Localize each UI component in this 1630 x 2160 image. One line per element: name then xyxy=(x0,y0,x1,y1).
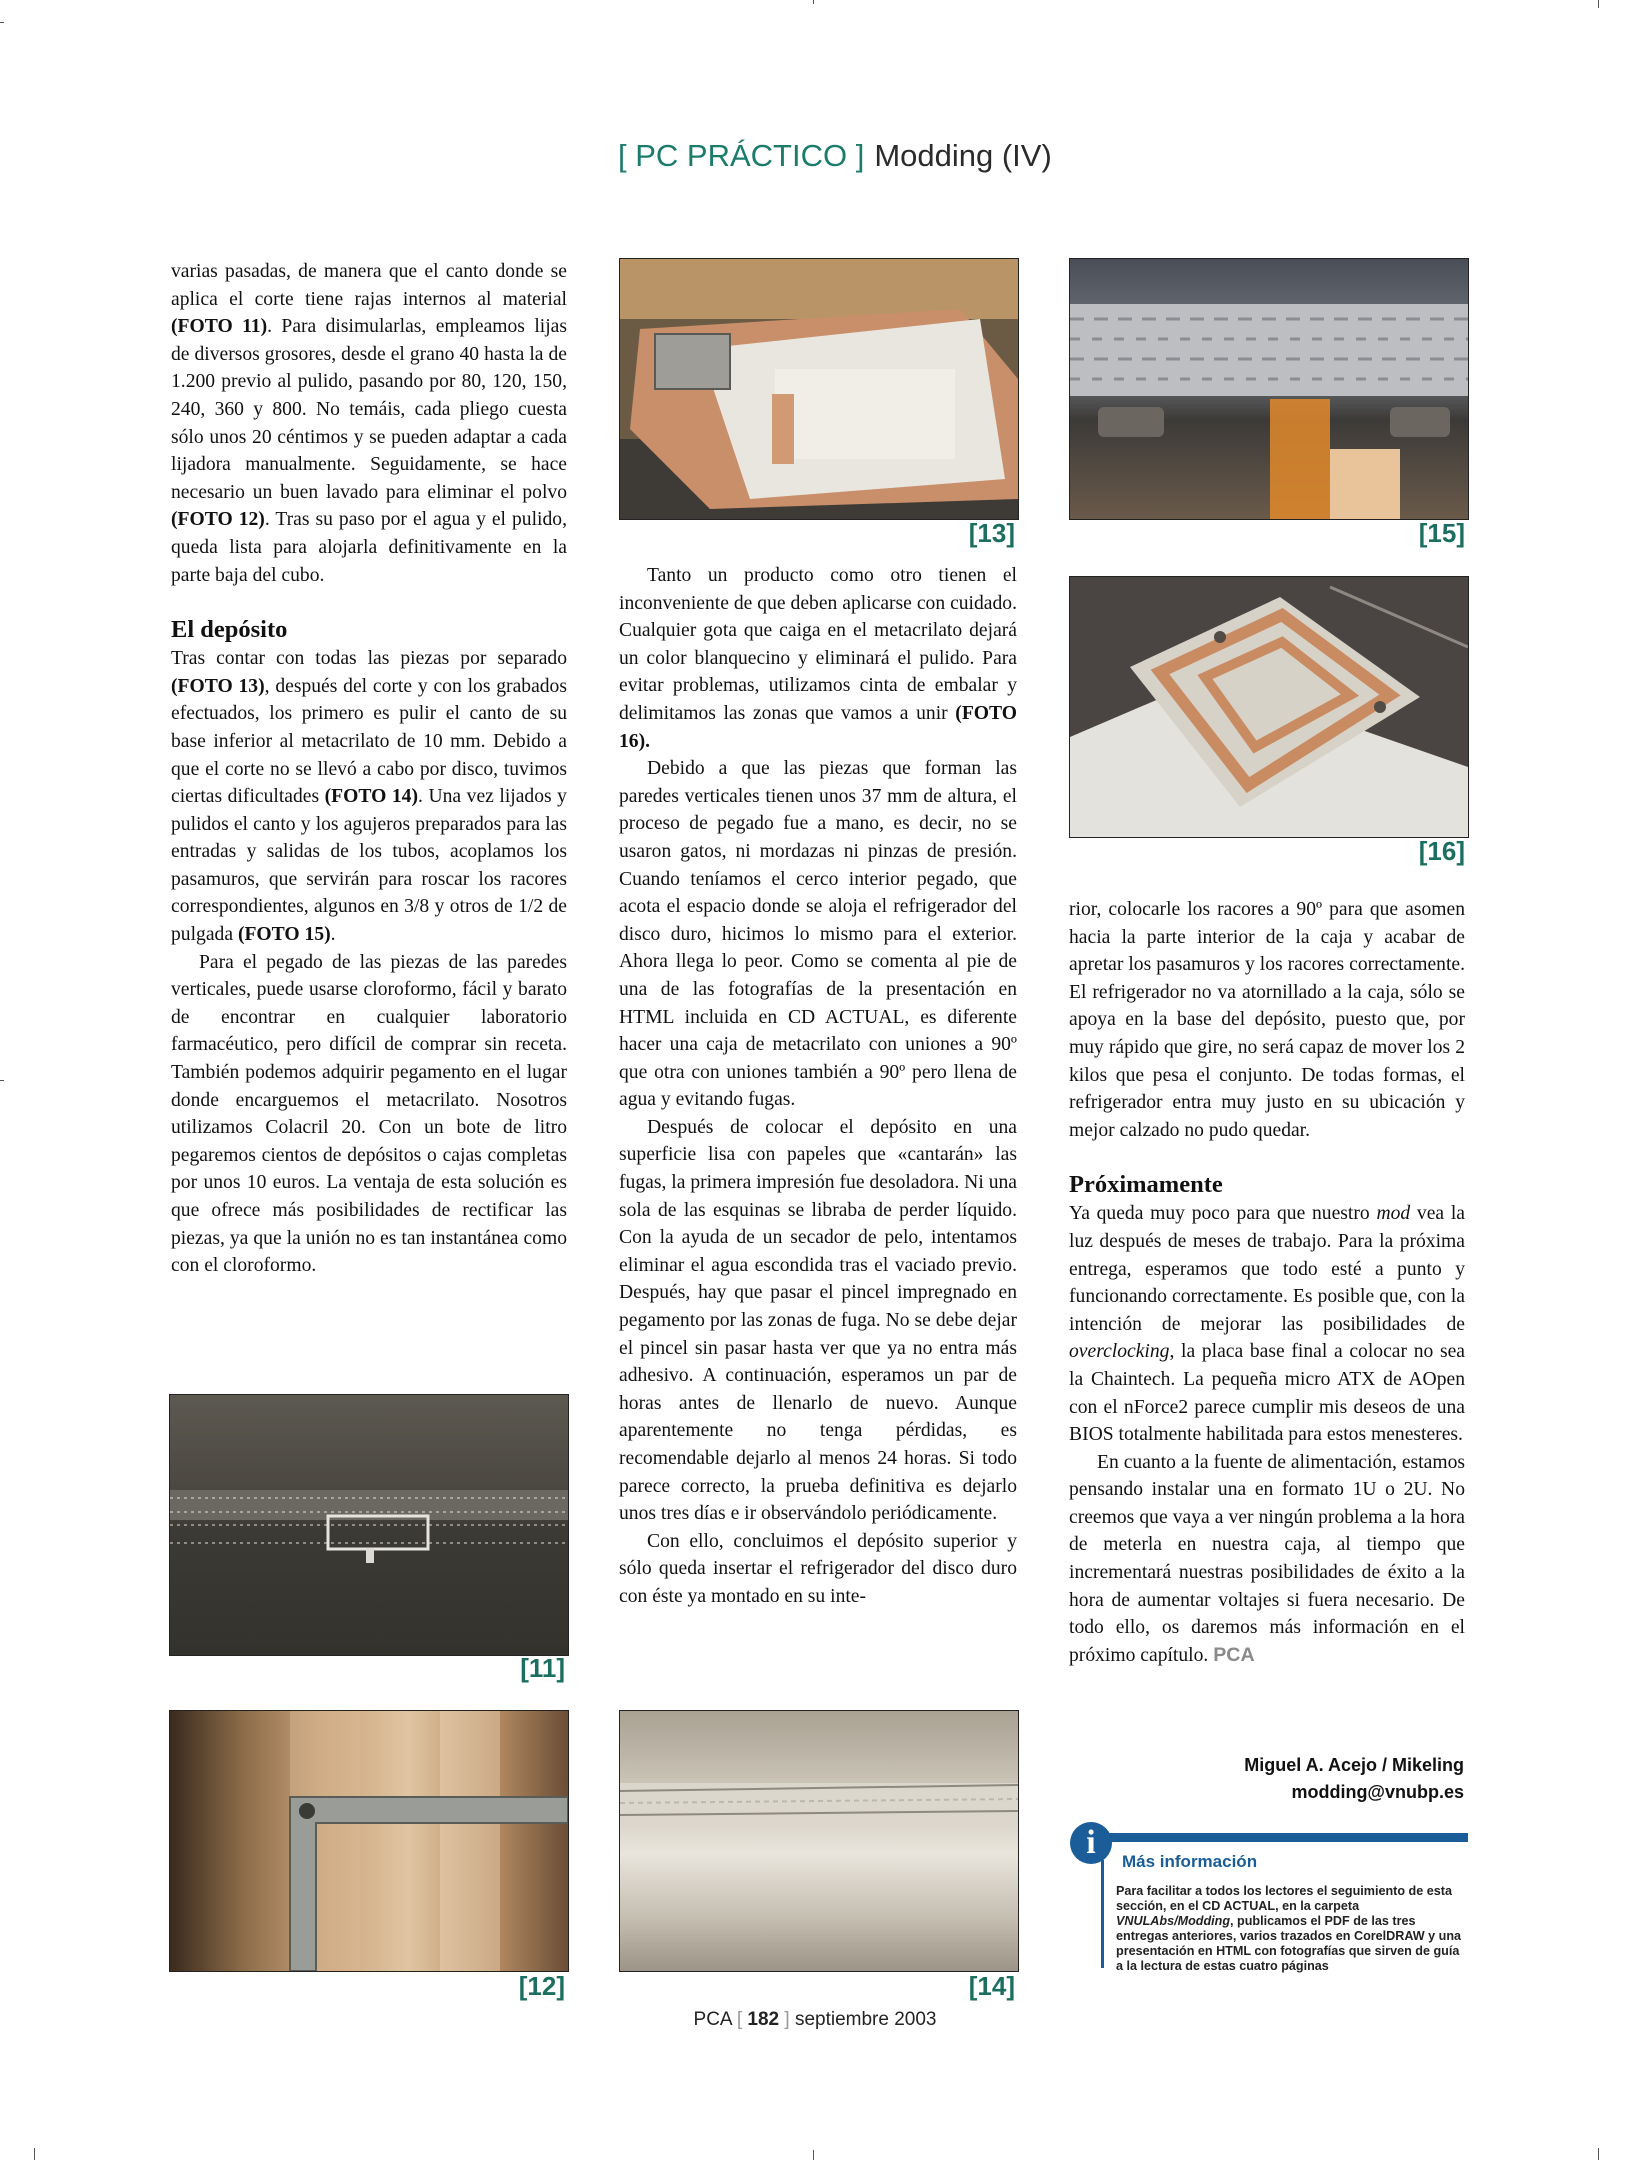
paragraph: Para el pegado de las piezas de las paredes verticales, puede usarse cloroformo, fácil y barato de encontrar en cualquier laboratorio farmacéutico, pero difícil de comprar sin receta. También podemos adquirir pegamento en el lugar donde encarguemos el metacrilato. Nosotros utilizamos Colacril 20. Con un bote de litro pegaremos cientos de depósitos o cajas completas por unos 10 euros. La ventaja de esta solución es que ofrece más posibilidades de rectificar las piezas, ya que la unión no es tan instantánea como con el cloroformo. xyxy=(171,951,567,1277)
photo-15-image xyxy=(1070,259,1468,519)
author-name: Miguel A. Acejo / Mikeling xyxy=(1244,1755,1464,1775)
paragraph: Ya queda muy poco para que nuestro mod vea la luz después de meses de trabajo. Para la próxima entrega, esperamos que todo esté a punto y funcionando correctamente. Es posible que, con la intención de mejorar las posibilidades de overclocking, la placa base final a colocar no sea la Chaintech. La pequeña micro ATX de AOpen con el nForce2 parece cumplir mis deseos de una BIOS totalmente habilitada para estos menesteres. xyxy=(1069,1203,1465,1446)
photo-reference: (FOTO 13) xyxy=(171,675,265,697)
issue-date: septiembre 2003 xyxy=(794,2009,937,2030)
photo-12-caption: [12] xyxy=(518,1971,565,2001)
more-info-box xyxy=(1070,1822,1468,1972)
bracket: ] xyxy=(784,2009,790,2030)
crop-mark xyxy=(0,22,4,23)
info-rule xyxy=(1101,1860,1104,1968)
column-2-text xyxy=(619,562,1017,1611)
photo-14 xyxy=(619,1710,1019,1972)
bracket: [ xyxy=(736,2009,743,2030)
photo-reference: (FOTO 11) xyxy=(171,316,268,338)
section-label: [ PC PRÁCTICO ] xyxy=(618,138,865,173)
running-header xyxy=(618,138,1318,174)
paragraph: varias pasadas, de manera que el canto donde se aplica el corte tiene rajas internos al material (FOTO 11). Para disimularlas, empleamos lijas de diversos grosores, desde el grano 40 hasta la de 1.200 previo al pulido, pasando por 80, 120, 150, 240, 360 y 800. No temáis, cada pliego cuesta sólo unos 20 céntimos y se pueden adaptar a cada lijadora manualmente. Seguidamente, se hace necesario un buen lavado para eliminar el polvo (FOTO 12). Tras su paso por el agua y el pulido, queda lista para alojarla definitivamente en la parte baja del cubo. xyxy=(171,261,567,586)
section-heading: El depósito xyxy=(171,616,288,644)
emphasis: mod xyxy=(1376,1203,1411,1225)
photo-16-caption: [16] xyxy=(1418,836,1465,866)
photo-11 xyxy=(169,1394,569,1656)
paragraph: rior, colocarle los racores a 90º para que asomen hacia la parte interior de la caja y acabar de apretar los pasamuros y los racores correctamente. El refrigerador no va atornillado a la caja, sólo se apoya en la base del depósito, puesto que, por muy rápido que gire, no será capaz de mover los 2 kilos que pesa el conjunto. De todas formas, el refrigerador entra muy justo en su ubicación y mejor calzado no pudo quedar. xyxy=(1069,899,1465,1141)
photo-15-caption: [15] xyxy=(1418,518,1465,548)
column-1-text xyxy=(171,258,567,1280)
folder-path: VNULAbs/Modding xyxy=(1116,1914,1231,1928)
emphasis: overclocking xyxy=(1069,1341,1170,1363)
column-3-text xyxy=(1069,896,1465,1669)
page-footer xyxy=(0,2009,1630,2031)
info-icon: i xyxy=(1070,1822,1112,1864)
paragraph: Tras contar con todas las piezas por separado (FOTO 13), después del corte y con los grabados efectuados, los primero es pulir el canto de su base inferior al metacrilato de 10 mm. Debido a que el corte no se llevó a cabo por disco, tuvimos ciertas dificultades (FOTO 14). Una vez lijados y pulidos el canto y los agujeros preparados para las entradas y salidas de los tubos, acoplamos los pasamuros, que servirán para roscar los racores correspondientes, algunos en 3/8 y otros de 1/2 de pulgada (FOTO 15). xyxy=(171,648,567,946)
photo-14-image xyxy=(620,1711,1018,1971)
paragraph: Con ello, concluimos el depósito superior y sólo queda insertar el refrigerador del disco duro con éste ya montado en su inte- xyxy=(619,1530,1017,1607)
photo-reference: (FOTO 15) xyxy=(237,924,331,946)
crop-mark xyxy=(0,1080,4,1081)
article-topic: Modding (IV) xyxy=(874,138,1052,173)
photo-12 xyxy=(169,1710,569,1972)
crop-mark xyxy=(34,2148,35,2160)
photo-14-caption: [14] xyxy=(968,1971,1015,2001)
info-title: Más información xyxy=(1122,1852,1258,1871)
paragraph: Después de colocar el depósito en una superficie lisa con papeles que «cantarán» las fugas, la primera impresión fue desoladora. Ni una sola de las esquinas se libraba de perder líquido. Con la ayuda de un secador de pelo, intentamos eliminar el agua escondida tras el vaciado previo. Después, hay que pasar el pincel impregnado en pegamento por las zonas de fuga. No se debe dejar el pincel sin pasar hasta ver que ya no entra más adhesivo. A continuación, esperamos un par de horas antes de llenarlo de nuevo. Aunque aparentemente no tenga pérdidas, es recomendable dejarlo al menos 24 horas. Si todo parece correcto, la prueba definitiva es dejarlo unos tres días e ir observándolo periódicamente. xyxy=(619,1116,1017,1525)
photo-12-image xyxy=(170,1711,568,1971)
photo-reference: (FOTO 14) xyxy=(324,786,418,808)
photo-13-caption: [13] xyxy=(968,518,1015,548)
photo-reference: (FOTO 16). xyxy=(619,702,1017,752)
photo-reference: (FOTO 12) xyxy=(171,509,265,531)
page-number: 182 xyxy=(747,2009,780,2030)
crop-mark xyxy=(1598,0,1599,8)
magazine-name: PCA xyxy=(693,2009,732,2030)
photo-15 xyxy=(1069,258,1469,520)
paragraph: Debido a que las piezas que forman las paredes verticales tienen unos 37 mm de altura, el proceso de pegado fue a mano, es decir, no se usaron gatos, ni mordazas ni pinzas de presión. Cuando teníamos el cerco interior pegado, que acota el espacio donde se aloja el refrigerador del disco duro, hicimos lo mismo para el exterior. Ahora llega lo peor. Como se comenta al pie de una de las fotografías de la presentación en HTML incluida en CD ACTUAL, es diferente hacer una caja de metacrilato con uniones a 90º que otra con uniones también a 90º pero llena de agua y evitando fugas. xyxy=(619,758,1017,1111)
photo-13 xyxy=(619,258,1019,520)
paragraph: En cuanto a la fuente de alimentación, estamos pensando instalar una en formato 1U o 2U. No creemos que vaya a ver ningún problema a la hora de meterla en nuestra caja, al tiempo que incrementará nuestras posibilidades de éxito a la hora de aumentar voltajes si fuera necesario. De todo ello, os daremos más información en el próximo capítulo. PCA xyxy=(1069,1451,1465,1666)
photo-11-caption: [11] xyxy=(520,1653,565,1683)
section-heading: Próximamente xyxy=(1069,1171,1223,1199)
paragraph: Tanto un producto como otro tienen el inconveniente de que deben aplicarse con cuidado. Cualquier gota que caiga en el metacrilato dejará un color blanquecino y eliminará el pulido. Para evitar problemas, utilizamos cinta de embalar y delimitamos las zonas que vamos a unir (FOTO 16). xyxy=(619,565,1017,752)
info-bar xyxy=(1104,1833,1468,1842)
author-email[interactable]: modding@vnubp.es xyxy=(1291,1782,1464,1802)
pca-signature: PCA xyxy=(1213,1643,1255,1666)
author-block xyxy=(1070,1752,1464,1806)
photo-11-image xyxy=(170,1395,568,1655)
photo-16 xyxy=(1069,576,1469,838)
crop-mark xyxy=(1598,2148,1599,2160)
photo-16-image xyxy=(1070,577,1468,837)
photo-13-image xyxy=(620,259,1018,519)
crop-mark xyxy=(813,2150,814,2160)
info-body: Para facilitar a todos los lectores el seguimiento de esta sección, en el CD ACTUAL, en la carpeta VNULAbs/Modding, publicamos el PDF de las tres entregas anteriores, varios trazados en CorelDRAW y una presentación en HTML con fotografías que sirven de guía a la lectura de estas cuatro páginas xyxy=(1116,1884,1462,1973)
crop-mark xyxy=(813,0,814,4)
